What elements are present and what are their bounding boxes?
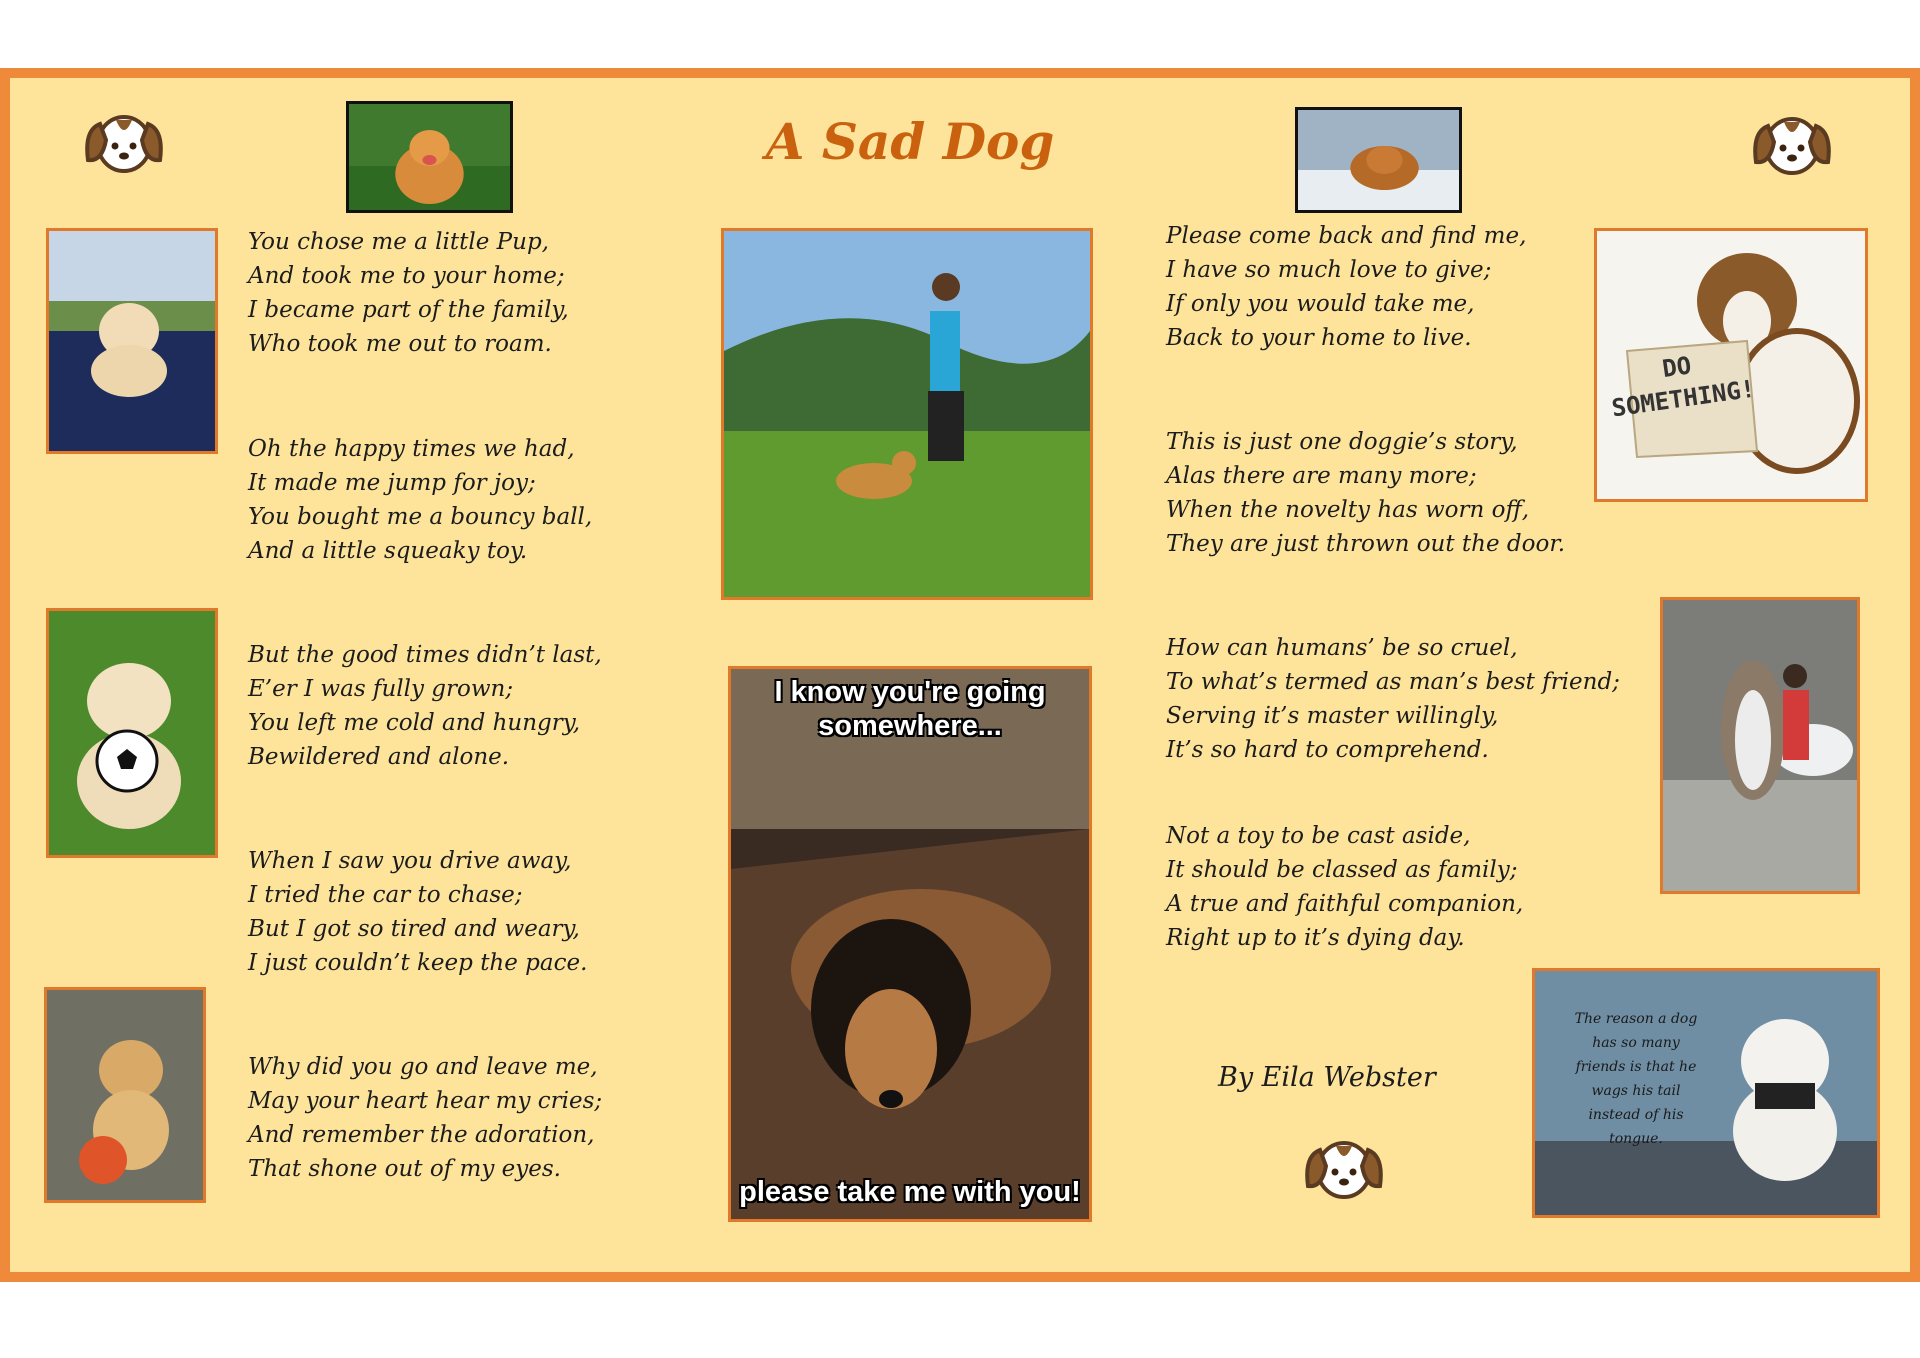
poem-line: Alas there are many more;	[1166, 463, 1477, 489]
poem-line: I became part of the family,	[248, 297, 569, 323]
stanza	[1166, 425, 1565, 561]
poem-line: That shone out of my eyes.	[248, 1156, 561, 1182]
poem-line: And took me to your home;	[248, 263, 565, 289]
poem-line: You bought me a bouncy ball,	[248, 504, 593, 530]
author-credit: By Eila Webster	[1218, 1062, 1436, 1093]
meme-top-caption: I know you're going somewhere...	[774, 676, 1046, 742]
poem-line: It’s so hard to comprehend.	[1166, 737, 1489, 763]
german-shepherd-meme-photo	[728, 666, 1092, 1222]
poem-line: They are just thrown out the door.	[1166, 531, 1566, 557]
stanza	[1166, 631, 1620, 767]
poem-line: E’er I was fully grown;	[248, 676, 514, 702]
poem-line: But the good times didn’t last,	[248, 642, 602, 668]
woman-playing-with-dog-photo	[721, 228, 1093, 600]
page-title: A Sad Dog	[765, 112, 1055, 171]
poem-line: Bewildered and alone.	[248, 744, 510, 770]
poem-line: And remember the adoration,	[248, 1122, 595, 1148]
poem-line: Oh the happy times we had,	[248, 436, 575, 462]
meme-bottom-caption: please take me with you!	[739, 1176, 1081, 1208]
stanza	[248, 844, 587, 980]
poem-line: When I saw you drive away,	[248, 848, 572, 874]
poem-line: A true and faithful companion,	[1166, 891, 1524, 917]
poem-line: To what’s termed as man’s best friend;	[1166, 669, 1620, 695]
stanza	[1166, 819, 1523, 955]
puppy-in-bag-photo	[46, 228, 218, 454]
dog-face-icon	[1750, 112, 1834, 176]
poem-line: When the novelty has worn off,	[1166, 497, 1530, 523]
stanza	[248, 1050, 602, 1186]
stanza	[248, 638, 602, 774]
stanza	[248, 432, 592, 568]
poem-line: Back to your home to live.	[1166, 325, 1472, 351]
poem-line: Please come back and find me,	[1166, 223, 1527, 249]
dog-face-icon	[1302, 1136, 1386, 1200]
husky-hugging-woman-photo	[1660, 597, 1860, 894]
poem-line: May your heart hear my cries;	[248, 1088, 603, 1114]
white-dog-quote-photo	[1532, 968, 1880, 1218]
poem-line: Who took me out to roam.	[248, 331, 552, 357]
puppy-with-basketball-photo	[44, 987, 206, 1203]
dog-on-bed-photo	[1295, 107, 1462, 213]
poem-line: How can humans’ be so cruel,	[1166, 635, 1518, 661]
golden-retriever-photo	[346, 101, 513, 213]
poem-line: It should be classed as family;	[1166, 857, 1518, 883]
stanza	[248, 225, 569, 361]
poem-line: Right up to it’s dying day.	[1166, 925, 1465, 951]
poem-line: Not a toy to be cast aside,	[1166, 823, 1471, 849]
poem-line: It made me jump for joy;	[248, 470, 536, 496]
poem-line: I tried the car to chase;	[248, 882, 523, 908]
poem-line: If only you would take me,	[1166, 291, 1475, 317]
puppy-with-soccer-ball-photo	[46, 608, 218, 858]
poem-line: Serving it’s master willingly,	[1166, 703, 1499, 729]
poem-line: You chose me a little Pup,	[248, 229, 549, 255]
beagle-with-sign-photo	[1594, 228, 1868, 502]
poem-line: Why did you go and leave me,	[248, 1054, 598, 1080]
poem-line: And a little squeaky toy.	[248, 538, 528, 564]
poem-line: This is just one doggie’s story,	[1166, 429, 1518, 455]
poem-line: I have so much love to give;	[1166, 257, 1492, 283]
dog-face-icon	[82, 110, 166, 174]
sign-text: DO SOMETHING!	[1609, 351, 1757, 423]
poem-line: I just couldn’t keep the pace.	[248, 950, 588, 976]
poem-line: You left me cold and hungry,	[248, 710, 581, 736]
poem-line: But I got so tired and weary,	[248, 916, 580, 942]
stanza	[1166, 219, 1526, 355]
quote-text: The reason a dog has so many friends is that he wags his tail instead of his tongue.	[1574, 1011, 1698, 1147]
